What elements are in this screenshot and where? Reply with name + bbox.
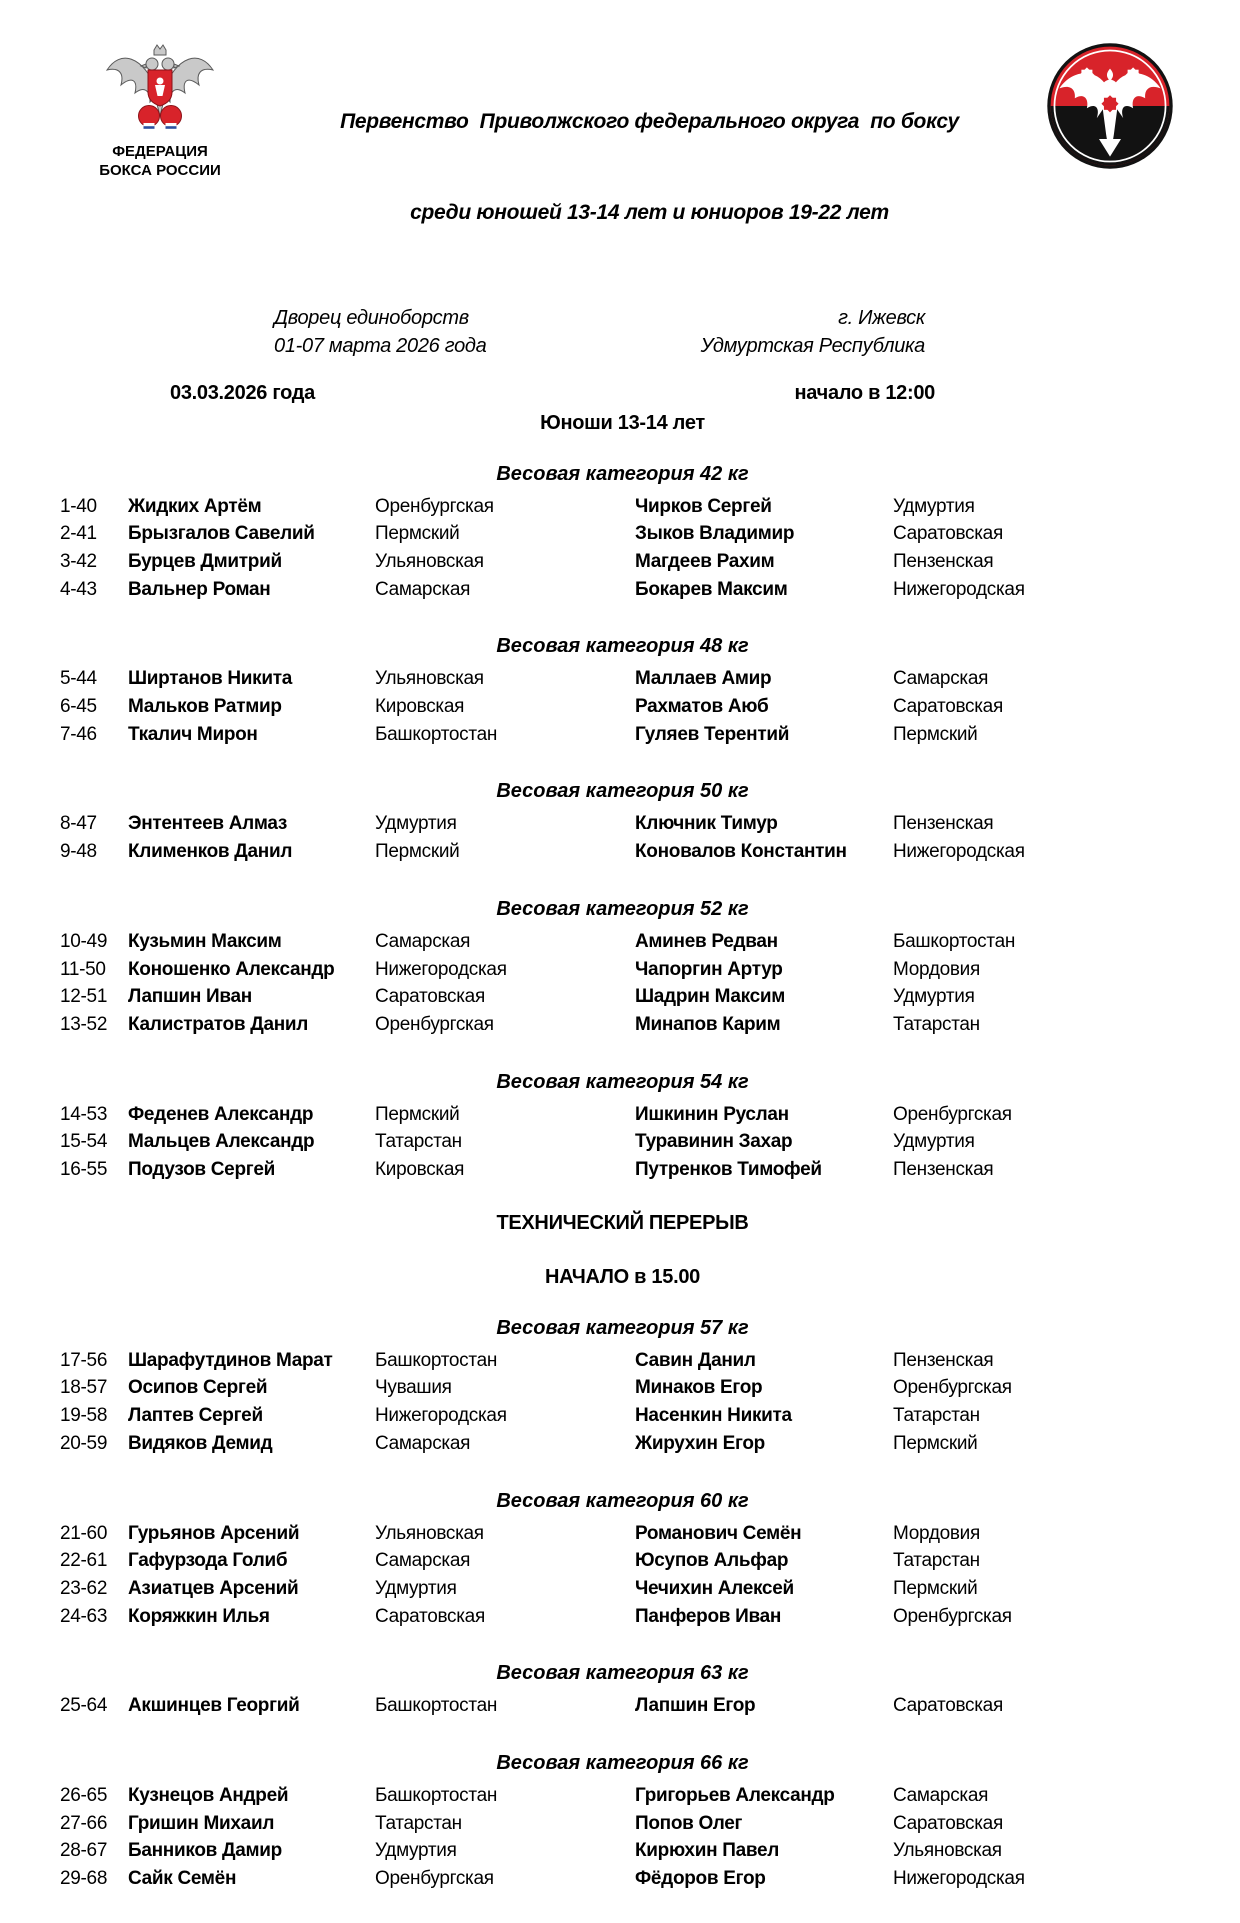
bout-number: 14-53 [60,1103,108,1125]
bout-row [60,721,1185,749]
blue-corner-name: Минаков Егор [635,1377,763,1399]
red-corner-region: Кировская [375,1159,465,1181]
blue-corner-name: Шадрин Максим [635,986,786,1008]
document-title-line2: среди юношей 13-14 лет и юниоров 19-22 лет [410,201,889,225]
russia-boxing-federation-emblem-icon [94,123,226,140]
red-corner-name: Коношенко Александр [128,958,335,980]
bout-row [60,520,1185,548]
blue-corner-region: Нижегородская [893,841,1025,863]
blue-corner-region: Нижегородская [893,578,1025,600]
bout-number: 13-52 [60,1013,108,1035]
blue-corner-name: Чапоргин Артур [635,958,783,980]
red-corner-name: Ширтанов Никита [128,668,293,690]
blue-corner-name: Туравинин Захар [635,1131,793,1153]
red-corner-region: Татарстан [375,1131,462,1153]
bout-rows [60,665,1185,748]
event-city: г. Ижевск [838,306,925,329]
red-corner-name: Вальнер Роман [128,578,271,600]
bout-row [60,1547,1185,1575]
weight-category-title: Весовая категория 60 кг [496,1489,749,1512]
weight-category-section [60,1662,1185,1720]
blue-corner-region: Татарстан [893,1405,980,1427]
weight-category-section [60,1071,1185,1184]
bout-row [60,956,1185,984]
bout-number: 28-67 [60,1840,108,1862]
bout-row [60,1865,1185,1893]
weight-category-section [60,463,1185,604]
red-corner-region: Самарская [375,1432,471,1454]
red-corner-region: Самарская [375,930,471,952]
blue-corner-region: Удмуртия [893,1131,975,1153]
red-corner-name: Коряжкин Илья [128,1605,270,1627]
boxing-federation-logo-block [60,40,260,181]
red-corner-region: Пермский [375,1103,460,1125]
red-corner-name: Кузьмин Максим [128,930,282,952]
red-corner-name: Лапшин Иван [128,986,252,1008]
blue-corner-region: Саратовская [893,696,1003,718]
red-corner-name: Энтентеев Алмаз [128,813,288,835]
red-corner-name: Феденев Александр [128,1103,314,1125]
weight-category-title: Весовая категория 57 кг [496,1316,749,1339]
blue-corner-region: Удмуртия [893,495,975,517]
blue-corner-name: Чечихин Алексей [635,1577,794,1599]
event-region: Удмуртская Республика [700,334,925,357]
blue-corner-region: Башкортостан [893,930,1016,952]
blue-corner-name: Фёдоров Егор [635,1868,766,1890]
age-group-heading: Юноши 13-14 лет [540,411,705,434]
blue-corner-name: Григорьев Александр [635,1785,835,1807]
blue-corner-name: Аминев Редван [635,930,778,952]
bout-row [60,1520,1185,1548]
bout-number: 16-55 [60,1159,108,1181]
blue-corner-region: Оренбургская [893,1103,1012,1125]
blue-corner-region: Саратовская [893,1695,1003,1717]
weight-category-title: Весовая категория 48 кг [496,635,749,658]
blue-corner-name: Кирюхин Павел [635,1840,780,1862]
blue-corner-region: Пермский [893,1432,978,1454]
red-corner-region: Оренбургская [375,495,494,517]
document-header [60,40,1185,360]
blue-corner-region: Пензенская [893,1159,994,1181]
bout-number: 8-47 [60,813,97,835]
blue-corner-region: Мордовия [893,1522,980,1544]
red-corner-name: Брызгалов Савелий [128,523,315,545]
red-corner-region: Кировская [375,696,465,718]
blue-corner-region: Пермский [893,723,978,745]
bout-number: 1-40 [60,495,97,517]
blue-corner-name: Попов Олег [635,1812,743,1834]
red-corner-region: Нижегородская [375,958,507,980]
bout-number: 26-65 [60,1785,108,1807]
blue-corner-name: Ключник Тимур [635,813,778,835]
red-corner-name: Кузнецов Андрей [128,1785,289,1807]
red-corner-region: Башкортостан [375,1349,498,1371]
bout-row [60,1347,1185,1375]
red-corner-name: Ткалич Мирон [128,723,258,745]
morning-sections [60,463,1185,1184]
red-corner-name: Бурцев Дмитрий [128,550,282,572]
bout-number: 7-46 [60,723,97,745]
bout-number: 25-64 [60,1695,108,1717]
red-corner-name: Акшинцев Георгий [128,1695,300,1717]
bout-number: 3-42 [60,550,97,572]
red-corner-region: Удмуртия [375,1577,457,1599]
red-corner-name: Шарафутдинов Марат [128,1349,333,1371]
bout-schedule [60,463,1185,1893]
bout-row [60,665,1185,693]
blue-corner-name: Панферов Иван [635,1605,782,1627]
bout-row [60,810,1185,838]
red-corner-name: Калистратов Данил [128,1013,309,1035]
red-corner-name: Жидких Артём [128,495,262,517]
red-corner-region: Ульяновская [375,550,484,572]
blue-corner-region: Саратовская [893,1812,1003,1834]
event-dates: 01-07 марта 2026 года [274,334,487,357]
blue-corner-name: Минапов Карим [635,1013,781,1035]
bout-number: 27-66 [60,1812,108,1834]
blue-corner-name: Ишкинин Руслан [635,1103,789,1125]
blue-corner-region: Саратовская [893,523,1003,545]
venue-name: Дворец единоборств [274,306,469,329]
technical-break-title: ТЕХНИЧЕСКИЙ ПЕРЕРЫВ [496,1211,749,1234]
red-corner-name: Гафурзода Голиб [128,1550,288,1572]
afternoon-sections [60,1317,1185,1893]
blue-corner-name: Маллаев Амир [635,668,772,690]
blue-corner-region: Оренбургская [893,1377,1012,1399]
red-corner-name: Осипов Сергей [128,1377,268,1399]
bout-number: 9-48 [60,841,97,863]
weight-category-title: Весовая категория 52 кг [496,897,749,920]
bout-row [60,1782,1185,1810]
blue-corner-name: Зыков Владимир [635,523,795,545]
bout-rows [60,1101,1185,1184]
session-info-row [60,382,1185,405]
blue-corner-name: Рахматов Аюб [635,696,769,718]
bout-row [60,1810,1185,1838]
bout-row [60,1575,1185,1603]
blue-corner-name: Романович Семён [635,1522,802,1544]
bout-rows [60,1520,1185,1631]
red-corner-name: Гурьянов Арсений [128,1522,300,1544]
blue-corner-region: Самарская [893,668,989,690]
blue-corner-name: Жирухин Егор [635,1432,765,1454]
bout-number: 11-50 [60,958,106,980]
bout-row [60,493,1185,521]
red-corner-region: Удмуртия [375,1840,457,1862]
red-corner-name: Видяков Демид [128,1432,273,1454]
bout-number: 20-59 [60,1432,108,1454]
blue-corner-name: Савин Данил [635,1349,756,1371]
weight-category-section [60,898,1185,1039]
bout-row [60,576,1185,604]
red-corner-region: Пермский [375,523,460,545]
red-corner-region: Ульяновская [375,668,484,690]
blue-corner-name: Юсупов Альфар [635,1550,789,1572]
bout-rows [60,1782,1185,1893]
bout-row [60,983,1185,1011]
blue-corner-region: Самарская [893,1785,989,1807]
blue-corner-name: Лапшин Егор [635,1695,756,1717]
red-corner-name: Банников Дамир [128,1840,282,1862]
blue-corner-name: Чирков Сергей [635,495,772,517]
bout-number: 12-51 [60,986,108,1008]
bout-number: 6-45 [60,696,97,718]
bout-row [60,928,1185,956]
red-corner-region: Башкортостан [375,1785,498,1807]
weight-category-title: Весовая категория 66 кг [496,1752,749,1775]
red-corner-region: Чувашия [375,1377,452,1399]
red-corner-region: Оренбургская [375,1013,494,1035]
bout-row [60,1011,1185,1039]
bout-number: 5-44 [60,668,97,690]
bout-row [60,1128,1185,1156]
blue-corner-region: Пермский [893,1577,978,1599]
red-corner-name: Клименков Данил [128,841,293,863]
blue-corner-region: Мордовия [893,958,980,980]
federation-caption-line1: ФЕДЕРАЦИЯ [112,143,208,160]
bout-row [60,693,1185,721]
bout-row [60,838,1185,866]
red-corner-name: Подузов Сергей [128,1159,276,1181]
udmurt-republic-emblem-icon [1044,159,1176,176]
bout-rows [60,493,1185,604]
bout-number: 19-58 [60,1405,108,1427]
weight-category-section [60,1317,1185,1458]
bout-row [60,1101,1185,1129]
bout-number: 23-62 [60,1577,108,1599]
red-corner-name: Сайк Семён [128,1868,237,1890]
blue-corner-name: Бокарев Максим [635,578,788,600]
venue-info [274,304,1025,360]
red-corner-region: Оренбургская [375,1868,494,1890]
bout-rows [60,1692,1185,1720]
red-corner-region: Удмуртия [375,813,457,835]
header-center [260,40,1035,360]
document-title [274,46,1025,290]
blue-corner-region: Пензенская [893,550,994,572]
federation-caption-line2: БОКСА РОССИИ [99,161,221,179]
bout-number: 24-63 [60,1605,108,1627]
blue-corner-name: Гуляев Терентий [635,723,790,745]
red-corner-name: Мальцев Александр [128,1131,315,1153]
bout-rows [60,1347,1185,1458]
red-corner-region: Саратовская [375,1605,485,1627]
weight-category-title: Весовая категория 42 кг [496,462,749,485]
blue-corner-region: Татарстан [893,1550,980,1572]
bout-number: 17-56 [60,1349,108,1371]
red-corner-region: Башкортостан [375,723,498,745]
bout-number: 4-43 [60,578,97,600]
red-corner-name: Гришин Михаил [128,1812,275,1834]
bout-number: 18-57 [60,1377,108,1399]
technical-break-block [60,1212,1185,1289]
bout-row [60,1402,1185,1430]
bout-number: 22-61 [60,1550,108,1572]
red-corner-region: Самарская [375,1550,471,1572]
bout-rows [60,928,1185,1039]
blue-corner-region: Татарстан [893,1013,980,1035]
bout-number: 10-49 [60,930,108,952]
document-title-line1: Первенство Приволжского федерального округа по боксу [340,109,959,133]
red-corner-name: Мальков Ратмир [128,696,282,718]
weight-category-section [60,635,1185,748]
bout-rows [60,810,1185,865]
blue-corner-name: Коновалов Константин [635,841,847,863]
bout-number: 29-68 [60,1868,108,1890]
bout-row [60,1692,1185,1720]
red-corner-region: Самарская [375,578,471,600]
weight-category-section [60,1752,1185,1893]
weight-category-title: Весовая категория 63 кг [496,1662,749,1685]
session-date: 03.03.2026 года [170,381,315,404]
blue-corner-name: Насенкин Никита [635,1405,792,1427]
bout-row [60,1374,1185,1402]
red-corner-region: Нижегородская [375,1405,507,1427]
bout-number: 2-41 [60,523,97,545]
bout-row [60,548,1185,576]
blue-corner-region: Ульяновская [893,1840,1002,1862]
weight-category-title: Весовая категория 54 кг [496,1070,749,1093]
bout-number: 21-60 [60,1522,108,1544]
weight-category-title: Весовая категория 50 кг [496,780,749,803]
weight-category-section [60,1490,1185,1631]
resume-time: НАЧАЛО в 15.00 [545,1265,700,1288]
red-corner-region: Башкортостан [375,1695,498,1717]
red-corner-region: Татарстан [375,1812,462,1834]
bout-row [60,1430,1185,1458]
bout-row [60,1156,1185,1184]
blue-corner-name: Путренков Тимофей [635,1159,822,1181]
blue-corner-region: Пензенская [893,1349,994,1371]
red-corner-region: Ульяновская [375,1522,484,1544]
bout-number: 15-54 [60,1131,108,1153]
blue-corner-region: Удмуртия [893,986,975,1008]
weight-category-section [60,780,1185,865]
blue-corner-region: Оренбургская [893,1605,1012,1627]
udmurtia-logo-block [1035,40,1185,177]
bout-row [60,1603,1185,1631]
blue-corner-name: Магдеев Рахим [635,550,775,572]
red-corner-region: Саратовская [375,986,485,1008]
session-start-time: начало в 12:00 [794,381,935,404]
red-corner-region: Пермский [375,841,460,863]
blue-corner-region: Пензенская [893,813,994,835]
red-corner-name: Азиатцев Арсений [128,1577,299,1599]
blue-corner-region: Нижегородская [893,1868,1025,1890]
bout-row [60,1837,1185,1865]
red-corner-name: Лаптев Сергей [128,1405,263,1427]
